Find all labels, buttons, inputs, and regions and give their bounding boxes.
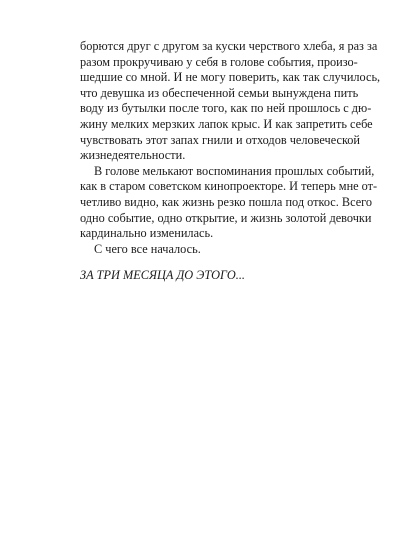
text-line: жину мелких мерзких лапок крыс. И как запретить себе [80, 116, 373, 131]
text-line: воду из бутылки после того, как по ней прошлось с дю- [80, 101, 372, 116]
text-line: С чего все началось. [94, 241, 201, 256]
chapter-lead-heading: ЗА ТРИ МЕСЯЦА ДО ЭТОГО... [80, 268, 245, 282]
text-line: четливо видно, как жизнь резко пошла под откос. Всего [80, 194, 373, 209]
text-line: шедшие со мной. И не могу поверить, как так случилось, [80, 70, 381, 85]
text-line: кардинально изменилась. [80, 226, 214, 241]
paragraph [80, 39, 381, 164]
paragraph [80, 163, 378, 242]
text-line: разом прокручиваю у себя в голове события, произо- [80, 54, 358, 69]
text-line: чувствовать этот запах гнили и отходов человеческой [80, 132, 361, 147]
text-line: одно событие, одно открытие, и жизнь золотой девочки [80, 210, 372, 225]
text-line: жизнедеятельности. [80, 148, 186, 163]
text-line: В голове мелькают воспоминания прошлых событий, [94, 163, 375, 178]
paragraph [80, 242, 337, 258]
text-line: борются друг с другом за куски черствого хлеба, я раз за [80, 39, 378, 53]
text-line: что девушка из обеспеченной семьи вынуждена пить [80, 85, 359, 100]
text-line: как в старом советском кинопроекторе. И теперь мне от- [80, 179, 378, 194]
body-text [80, 39, 381, 257]
